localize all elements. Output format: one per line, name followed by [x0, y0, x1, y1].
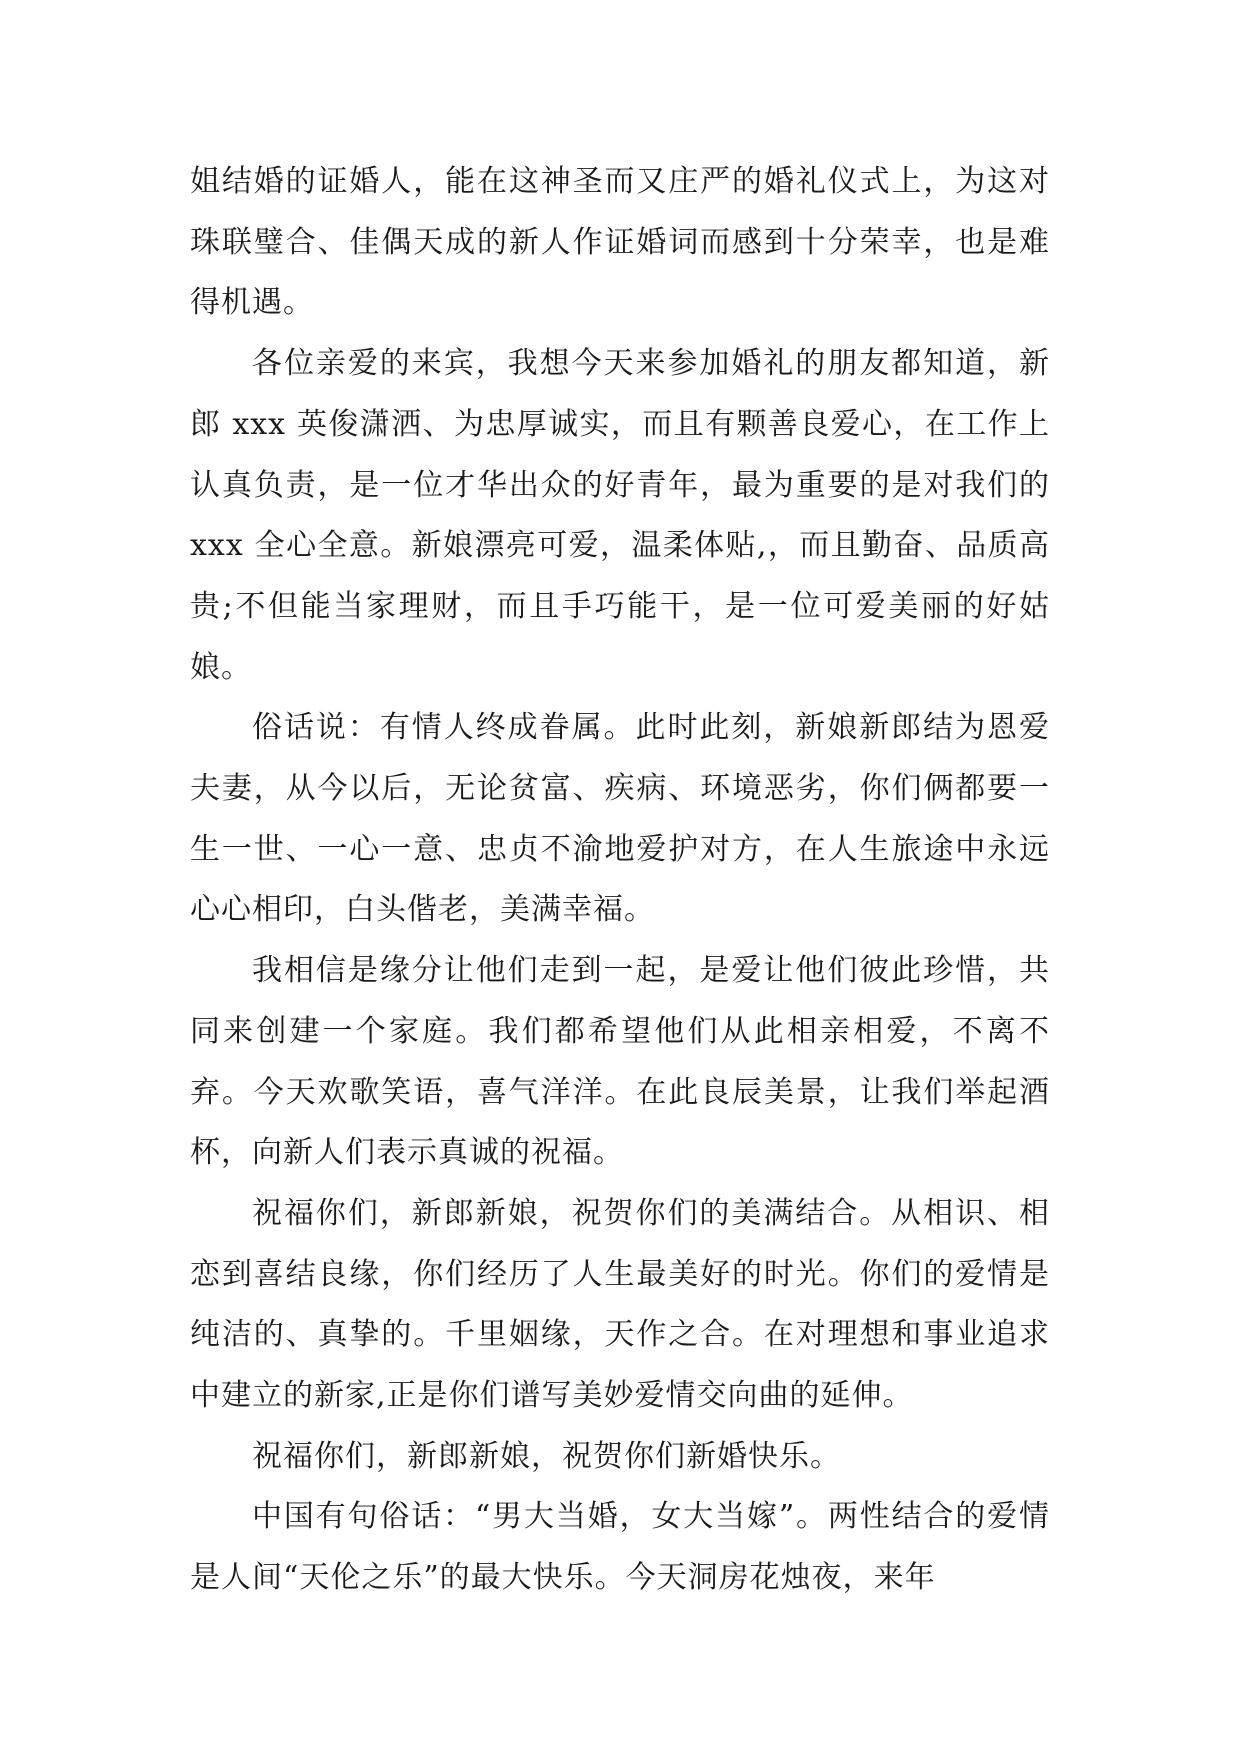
paragraph-5: 祝福你们，新郎新娘，祝贺你们的美满结合。从相识、相恋到喜结良缘，你们经历了人生最美好的时光。你们的爱情是纯洁的、真挚的。千里姻缘，天作之合。在对理想和事业追求中建立的新家,正是你们谱写美妙爱情交向曲的延伸。 — [190, 1195, 1050, 1414]
document-body — [190, 152, 1050, 1609]
paragraph-3: 俗话说：有情人终成眷属。此时此刻，新娘新郎结为恩爱夫妻，从今以后，无论贫富、疾病、环境恶劣，你们俩都要一生一世、一心一意、忠贞不渝地爱护对方，在人生旅途中永远心心相印，白头偕老，美满幸福。 — [190, 710, 1050, 928]
paragraph-4: 我相信是缘分让他们走到一起，是爱让他们彼此珍惜，共同来创建一个家庭。我们都希望他们从此相亲相爱，不离不弃。今天欢歌笑语，喜气洋洋。在此良辰美景，让我们举起酒杯，向新人们表示真诚的祝福。 — [190, 953, 1050, 1171]
paragraph-7: 中国有句俗话：“男大当婚，女大当嫁”。两性结合的爱情是人间“天伦之乐”的最大快乐。今天洞房花烛夜，来年 — [190, 1499, 1050, 1596]
paragraph-1: 姐结婚的证婚人，能在这神圣而又庄严的婚礼仪式上，为这对珠联璧合、佳偶天成的新人作证婚词而感到十分荣幸，也是难得机遇。 — [190, 164, 1050, 321]
paragraph-2: 各位亲爱的来宾，我想今天来参加婚礼的朋友都知道，新郎 xxx 英俊潇洒、为忠厚诚实，而且有颗善良爱心，在工作上认真负责，是一位才华出众的好青年，最为重要的是对我们的 xxx 全心全意。新娘漂亮可爱，温柔体贴,，而且勤奋、品质高贵;不但能当家理财，而且手巧能干，是一位可爱美丽的好姑娘。 — [190, 346, 1050, 685]
paragraph-6: 祝福你们，新郎新娘，祝贺你们新婚快乐。 — [252, 1438, 841, 1474]
